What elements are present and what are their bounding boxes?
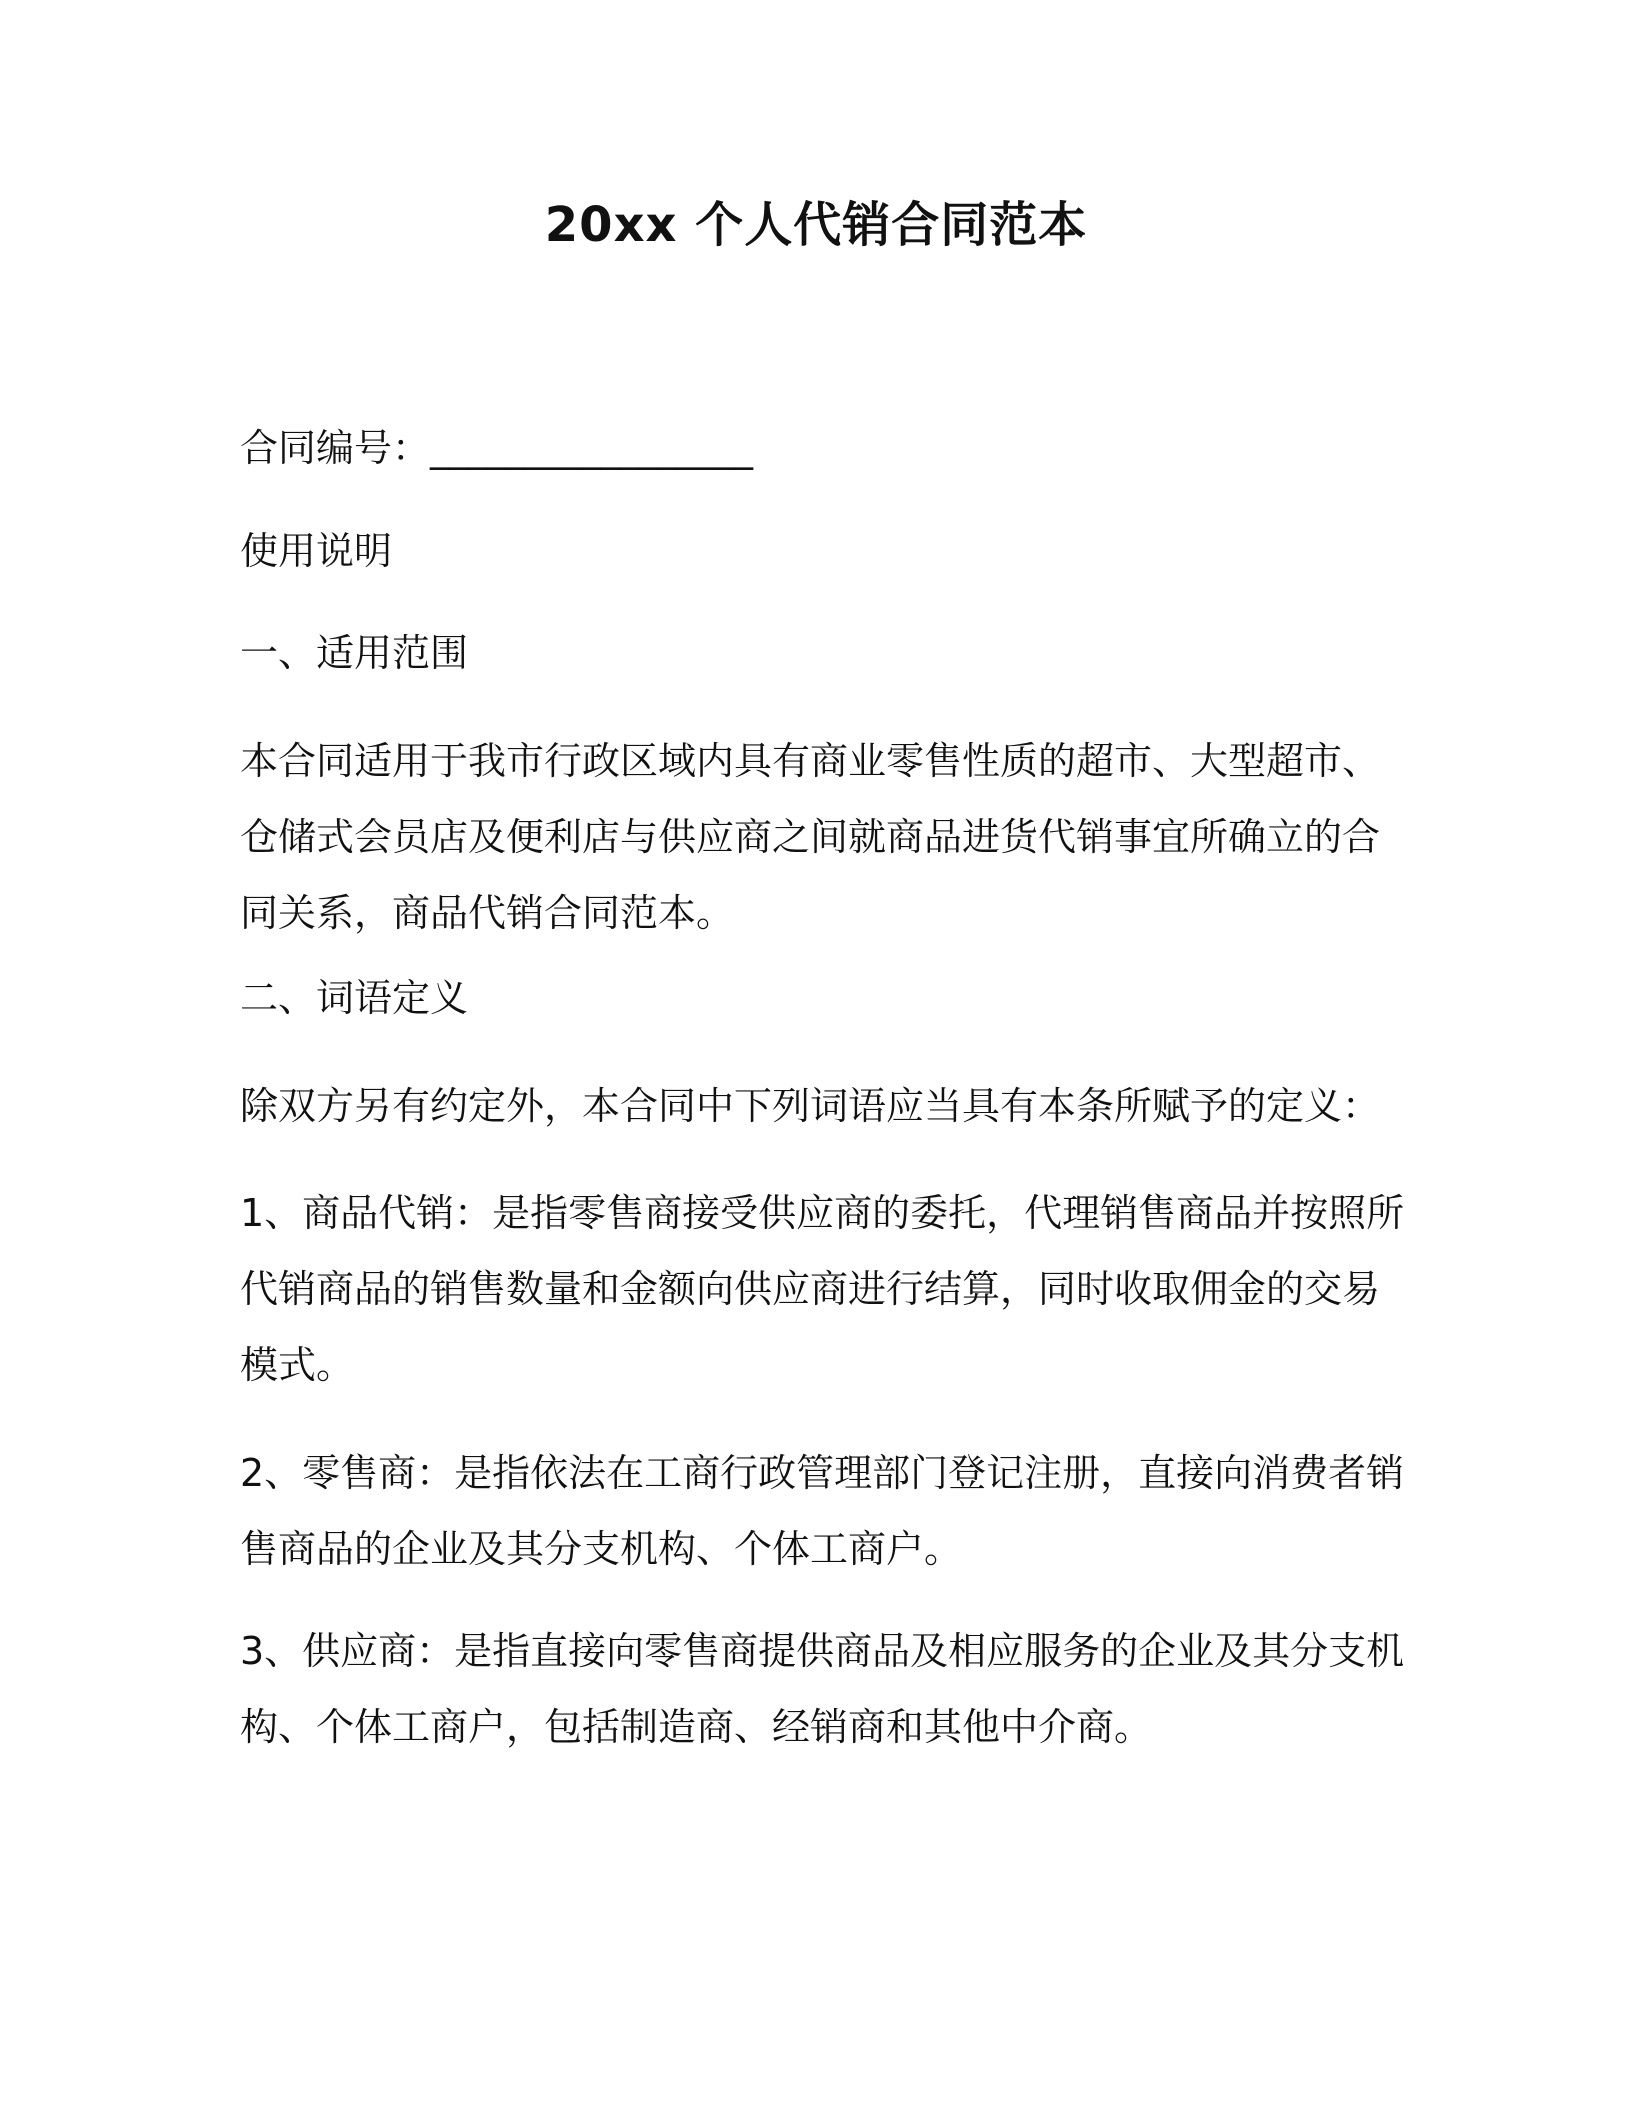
- section-2-heading: 二、词语定义: [240, 976, 469, 1020]
- paragraph-line: 2、零售商：是指依法在工商行政管理部门登记注册，直接向消费者销: [240, 1451, 1405, 1495]
- contract-number-label: 合同编号：: [240, 426, 431, 470]
- section-1-paragraph: [240, 723, 1400, 951]
- definition-item-3: [240, 1613, 1405, 1765]
- paragraph-line: 同关系，商品代销合同范本。: [240, 891, 735, 935]
- paragraph-line: 1、商品代销：是指零售商接受供应商的委托，代理销售商品并按照所: [240, 1191, 1405, 1235]
- paragraph-line: 代销商品的销售数量和金额向供应商进行结算，同时收取佣金的交易: [240, 1267, 1381, 1311]
- definition-item-2: [240, 1435, 1405, 1587]
- paragraph-line: 构、个体工商户，包括制造商、经销商和其他中介商。: [240, 1705, 1153, 1749]
- definition-item-1: [240, 1175, 1405, 1403]
- usage-heading: 使用说明: [240, 529, 393, 573]
- paragraph-line: 本合同适用于我市行政区域内具有商业零售性质的超市、大型超市、: [240, 739, 1381, 783]
- paragraph-line: 3、供应商：是指直接向零售商提供商品及相应服务的企业及其分支机: [240, 1629, 1405, 1673]
- section-2-intro: 除双方另有约定外，本合同中下列词语应当具有本条所赋予的定义：: [240, 1084, 1381, 1128]
- section-1-heading: 一、适用范围: [240, 631, 469, 675]
- paragraph-line: 仓储式会员店及便利店与供应商之间就商品进货代销事宜所确立的合: [240, 815, 1381, 859]
- paragraph-line: 售商品的企业及其分支机构、个体工商户。: [240, 1527, 963, 1571]
- paragraph-line: 模式。: [240, 1343, 355, 1387]
- document-title: 20xx 个人代销合同范本: [544, 197, 1088, 253]
- contract-number-blank: _________________: [430, 426, 754, 470]
- contract-number-line: [240, 410, 1400, 486]
